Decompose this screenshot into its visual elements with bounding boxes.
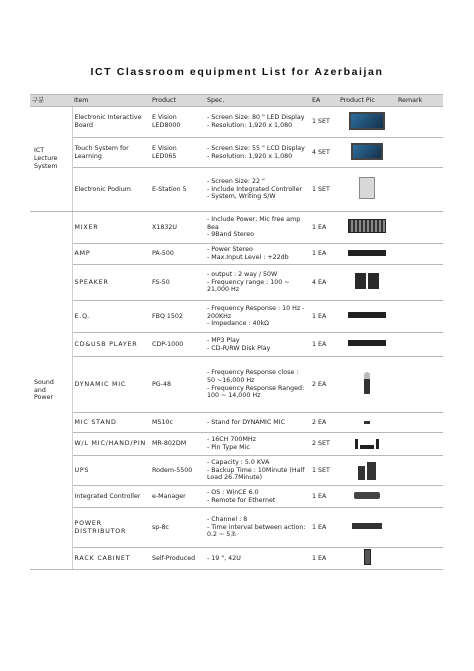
remark-cell (396, 265, 443, 301)
remark-cell (396, 456, 443, 486)
ea-cell: 1 SET (310, 456, 338, 486)
dynamic-mic-picture (364, 372, 370, 394)
product-cell: E Vision LED8000 (150, 107, 205, 138)
product-cell: Rodem-5500 (150, 456, 205, 486)
table-row (30, 212, 443, 244)
item-cell: MIC STAND (72, 413, 150, 433)
product-cell: PG-48 (150, 357, 205, 413)
spec-cell: - Capacity : 5.0 KVA - Backup Time : 10Minute (Half Load 26.7Minute) (205, 456, 310, 486)
remark-cell (396, 138, 443, 168)
item-cell: SPEAKER (72, 265, 150, 301)
pic-cell (338, 212, 396, 244)
product-cell: FS-50 (150, 265, 205, 301)
ea-cell: 1 EA (310, 244, 338, 265)
item-cell: MIXER (72, 212, 150, 244)
touch-display-picture (351, 143, 383, 160)
pic-cell (338, 508, 396, 548)
pic-cell (338, 357, 396, 413)
table-row (30, 244, 443, 265)
table-header-row (30, 95, 443, 107)
item-cell: AMP (72, 244, 150, 265)
spec-cell: - Frequency Response : 10 Hz - 200KHz - Impedance : 40kΩ (205, 301, 310, 333)
spec-cell: - 16CH 700MHz - Pin Type Mic (205, 433, 310, 456)
item-cell: W/L MIC/HAND/PIN (72, 433, 150, 456)
item-cell: POWER DISTRIBUTOR (72, 508, 150, 548)
spec-cell: - Screen Size: 22 " - Include Integrated Controller - System, Writing S/W (205, 168, 310, 212)
table-row (30, 107, 443, 138)
controller-picture (354, 492, 380, 499)
pic-cell (338, 413, 396, 433)
spec-cell: - Channel : 8 - Time interval between action: 0.2 ~ 5초 (205, 508, 310, 548)
item-cell: UPS (72, 456, 150, 486)
item-cell: Touch System for Learning (72, 138, 150, 168)
table-row (30, 548, 443, 570)
remark-cell (396, 508, 443, 548)
product-cell: E-Station 5 (150, 168, 205, 212)
header-product: Product (150, 95, 205, 107)
ea-cell: 2 EA (310, 413, 338, 433)
ea-cell: 1 EA (310, 548, 338, 570)
pic-cell (338, 301, 396, 333)
rack-cabinet-picture (364, 549, 371, 565)
product-cell: E Vision LED065 (150, 138, 205, 168)
ea-cell: 4 EA (310, 265, 338, 301)
pic-cell (338, 456, 396, 486)
item-cell: Integrated Controller (72, 486, 150, 508)
spec-cell: - MP3 Play - CD-R/RW Disk Play (205, 333, 310, 357)
pic-cell (338, 548, 396, 570)
header-product-pic: Product Pic (338, 95, 396, 107)
product-cell: CDP-1000 (150, 333, 205, 357)
wireless-mic-picture (354, 439, 380, 449)
remark-cell (396, 433, 443, 456)
product-cell: PA-500 (150, 244, 205, 265)
item-cell: DYNAMIC MIC (72, 357, 150, 413)
spec-cell: - OS : WinCE 6.0 - Remote for Ethernet (205, 486, 310, 508)
ea-cell: 2 SET (310, 433, 338, 456)
spec-cell: - Screen Size: 55 " LCD Display - Resolution: 1,920 x 1,080 (205, 138, 310, 168)
remark-cell (396, 486, 443, 508)
pic-cell (338, 265, 396, 301)
ea-cell: 1 EA (310, 333, 338, 357)
ea-cell: 4 SET (310, 138, 338, 168)
document-title: ICT Classroom equipment List for Azerbaijan (90, 66, 384, 78)
product-cell: e-Manager (150, 486, 205, 508)
spec-cell: - Include Power, Mic free amp 8ea - 9Band Stereo (205, 212, 310, 244)
item-cell: E.Q. (72, 301, 150, 333)
podium-picture (359, 177, 375, 199)
spec-cell: - Power Stereo - Max.Input Level : +22db (205, 244, 310, 265)
pic-cell (338, 433, 396, 456)
remark-cell (396, 548, 443, 570)
header-category: 구분 (30, 95, 72, 107)
spec-cell: - Stand for DYNAMIC MIC (205, 413, 310, 433)
product-cell: MR-802DM (150, 433, 205, 456)
amp-picture (348, 250, 386, 256)
pic-cell (338, 486, 396, 508)
header-remark: Remark (396, 95, 443, 107)
ea-cell: 1 EA (310, 486, 338, 508)
mic-stand-picture (364, 421, 370, 424)
equipment-table (30, 94, 443, 570)
remark-cell (396, 333, 443, 357)
table-row (30, 357, 443, 413)
remark-cell (396, 107, 443, 138)
table-row (30, 456, 443, 486)
category-ict: ICT Lecture System (30, 107, 72, 212)
spec-cell: - 19 ", 42U (205, 548, 310, 570)
ea-cell: 1 SET (310, 107, 338, 138)
ea-cell: 1 SET (310, 168, 338, 212)
ea-cell: 1 EA (310, 301, 338, 333)
table-row (30, 333, 443, 357)
pic-cell (338, 168, 396, 212)
table-row (30, 168, 443, 212)
ups-picture (357, 462, 377, 480)
header-item: Item (72, 95, 150, 107)
product-cell: X1832U (150, 212, 205, 244)
spec-cell: - Screen Size: 80 " LED Display - Resolution: 1,920 x 1,080 (205, 107, 310, 138)
ea-cell: 2 EA (310, 357, 338, 413)
table-row (30, 413, 443, 433)
product-cell: FBQ 1502 (150, 301, 205, 333)
item-cell: Electronic Interactive Board (72, 107, 150, 138)
pic-cell (338, 138, 396, 168)
table-row (30, 138, 443, 168)
table-row (30, 433, 443, 456)
item-cell: RACK CABINET (72, 548, 150, 570)
table-row (30, 265, 443, 301)
item-cell: Electronic Podium (72, 168, 150, 212)
remark-cell (396, 168, 443, 212)
ea-cell: 1 EA (310, 508, 338, 548)
pic-cell (338, 244, 396, 265)
category-sound: Sound and Power (30, 212, 72, 570)
product-cell: sp-8c (150, 508, 205, 548)
spec-cell: - Frequency Response close : 50 ~16,000 Hz - Frequency Response Ranged: 100 ~ 14,000 Hz (205, 357, 310, 413)
interactive-board-picture (349, 112, 385, 130)
speaker-picture (354, 273, 380, 292)
spec-cell: - output : 2 way / 50W - Frequency range : 100 ~ 21,000 Hz (205, 265, 310, 301)
table-row (30, 486, 443, 508)
table-row (30, 301, 443, 333)
cd-player-picture (348, 340, 386, 346)
remark-cell (396, 357, 443, 413)
header-spec: Spec. (205, 95, 310, 107)
table-row (30, 508, 443, 548)
pic-cell (338, 333, 396, 357)
header-ea: EA (310, 95, 338, 107)
ea-cell: 1 EA (310, 212, 338, 244)
remark-cell (396, 413, 443, 433)
item-cell: CD&USB PLAYER (72, 333, 150, 357)
remark-cell (396, 301, 443, 333)
product-cell: Self-Produced (150, 548, 205, 570)
mixer-picture (348, 219, 386, 233)
remark-cell (396, 212, 443, 244)
pic-cell (338, 107, 396, 138)
product-cell: MS10c (150, 413, 205, 433)
power-distributor-picture (352, 523, 382, 529)
eq-picture (348, 312, 386, 318)
remark-cell (396, 244, 443, 265)
